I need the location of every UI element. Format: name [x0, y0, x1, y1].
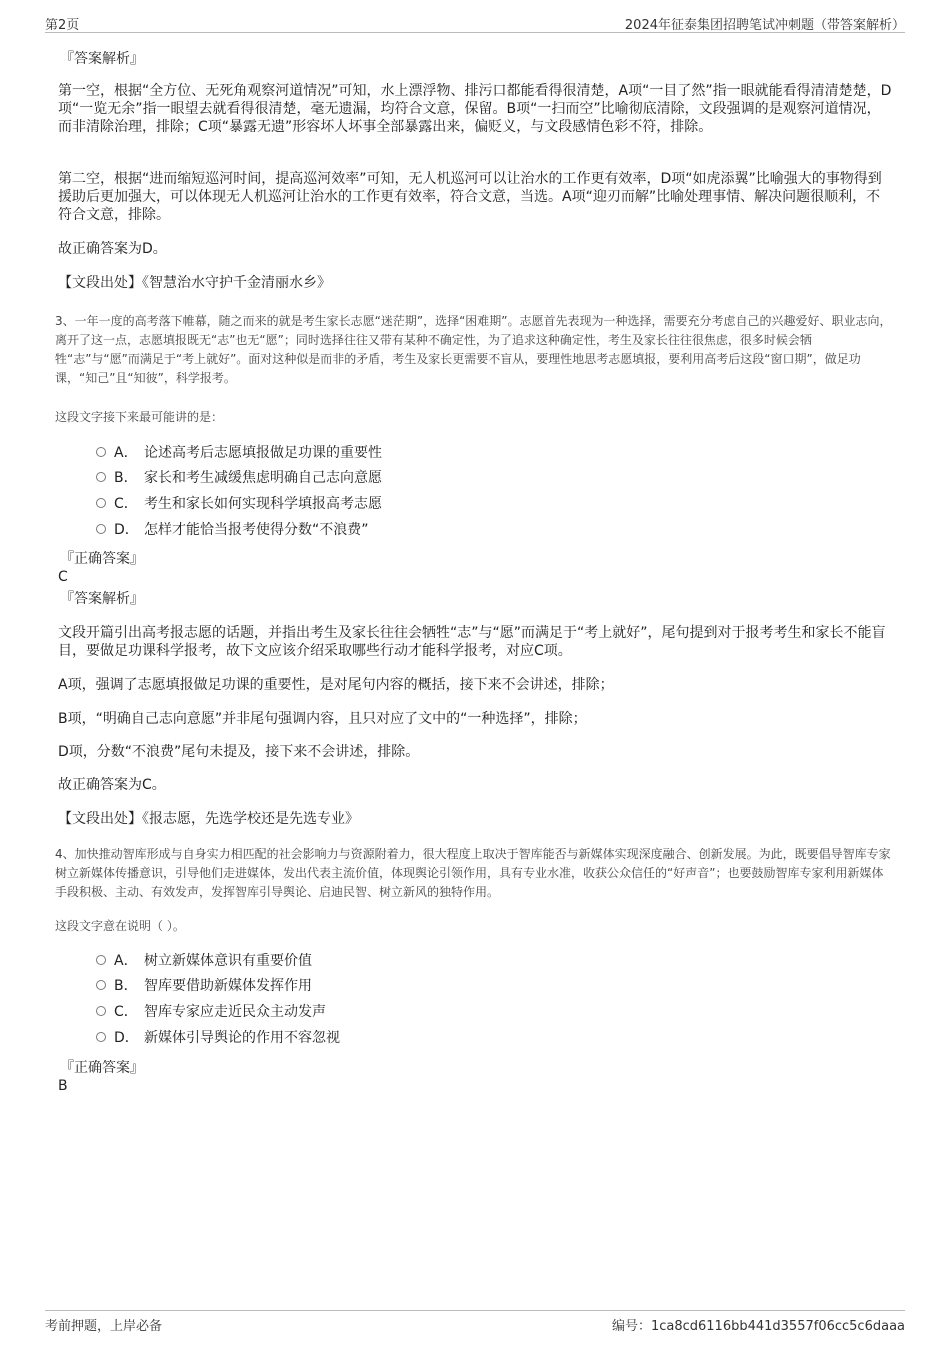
q4-answer-label: 『正确答案』: [60, 1060, 144, 1076]
radio-icon[interactable]: [96, 1006, 106, 1016]
q3-option-a[interactable]: A． 论述高考后志愿填报做足功课的重要性: [96, 443, 382, 463]
q3-analysis-label: 『答案解析』: [60, 591, 144, 607]
q4-question: 这段文字意在说明（ ）。: [55, 919, 185, 933]
q3-option-d[interactable]: D． 怎样才能恰当报考使得分数“不浪费”: [96, 520, 369, 540]
page-footer: [45, 1310, 905, 1333]
q3-analysis-paragraph-4: D项，分数“不浪费”尾句未提及，接下来不会讲述，排除。: [58, 744, 420, 760]
q2-analysis-paragraph-1: 第一空，根据“全方位、无死角观察河道情况”可知，水上漂浮物、排污口都能看得很清楚，A项“一目了然”指一眼就能看得清清楚楚，D项“一览无余”指一眼望去就看得很清楚，毫无遗漏，均符合文意，保留。B项“一扫而空”比喻彻底清除，文段强调的是观察河道情况，而非清除治理，排除；C项“暴露无遗”形容坏人坏事全部暴露出来，偏贬义，与文段感情色彩不符，排除。: [58, 83, 892, 135]
radio-icon[interactable]: [96, 447, 106, 457]
document-title: 2024年征泰集团招聘笔试冲刺题（带答案解析）: [624, 18, 905, 33]
q3-source: 【文段出处】《报志愿，先选学校还是先选专业》: [58, 811, 359, 827]
q2-analysis-paragraph-2: 第二空，根据“进而缩短巡河时间，提高巡河效率”可知，无人机巡河可以让治水的工作更有效率，D项“如虎添翼”比喻强大的事物得到援助后更加强大，可以体现无人机巡河让治水的工作更有效率，符合文意，当选。A项“迎刃而解”比喻处理事情、解决问题很顺利，不符合文意，排除。: [58, 171, 882, 223]
q4-answer: B: [58, 1078, 68, 1094]
radio-icon[interactable]: [96, 498, 106, 508]
q4-option-b[interactable]: B． 智库要借助新媒体发挥作用: [96, 976, 312, 996]
page-number: 第2页: [45, 18, 80, 33]
q4-option-c[interactable]: C． 智库专家应走近民众主动发声: [96, 1002, 326, 1022]
q3-question: 这段文字接下来最可能讲的是：: [55, 410, 224, 424]
radio-icon[interactable]: [96, 472, 106, 482]
q3-analysis-paragraph-3: B项，“明确自己志向意愿”并非尾句强调内容，且只对应了文中的“一种选择”，排除；: [58, 711, 587, 727]
q4-passage: 4、加快推动智库形成与自身实力相匹配的社会影响力与资源附着力，很大程度上取决于智库能否与新媒体实现深度融合、创新发展。为此，既要倡导智库专家树立新媒体传播意识，引导他们走进媒体，发出代表主流价值，体现舆论引领作用，具有专业水准，收获公众信任的“好声音”；也要鼓励智库专家利用新媒体手段积极、主动、有效发声，发挥智库引导舆论、启迪民智、树立新风的独特作用。: [55, 847, 891, 899]
q3-answer: C: [58, 569, 68, 585]
q3-conclusion: 故正确答案为C。: [58, 777, 166, 793]
q3-analysis-paragraph-1: 文段开篇引出高考报志愿的话题，并指出考生及家长往往会牺牲“志”与“愿”而满足于“考上就好”，尾句提到对于报考考生和家长不能盲目，要做足功课科学报考，故下文应该介绍采取哪些行动才能科学报考，对应C项。: [58, 625, 886, 659]
q4-option-d[interactable]: D． 新媒体引导舆论的作用不容忽视: [96, 1028, 340, 1048]
document-id: 编号：1ca8cd6116bb441d3557f06cc5c6daaa: [611, 1319, 905, 1334]
q3-analysis-paragraph-2: A项，强调了志愿填报做足功课的重要性，是对尾句内容的概括，接下来不会讲述，排除；: [58, 677, 614, 693]
q2-source: 【文段出处】《智慧治水守护千金清丽水乡》: [58, 275, 331, 291]
q3-passage: 3、一年一度的高考落下帷幕，随之而来的就是考生家长志愿“迷茫期”，选择“困难期”。志愿首先表现为一种选择，需要充分考虑自己的兴趣爱好、职业志向，离开了这一点，志愿填报既无“志”也无“愿”；同时选择往往又带有某种不确定性，为了追求这种确定性，考生及家长往往很焦虑，很多时候会牺牲“志”与“愿”而满足于“考上就好”。面对这种似是而非的矛盾，考生及家长更需要不盲从，要理性地思考志愿填报，要利用高考后这段“窗口期”，做足功课，“知己”且“知彼”，科学报考。: [55, 314, 892, 385]
radio-icon[interactable]: [96, 524, 106, 534]
q2-conclusion: 故正确答案为D。: [58, 241, 167, 257]
radio-icon[interactable]: [96, 980, 106, 990]
q3-answer-label: 『正确答案』: [60, 551, 144, 567]
q4-option-a[interactable]: A． 树立新媒体意识有重要价值: [96, 951, 312, 971]
page-header: [45, 12, 905, 33]
q3-option-b[interactable]: B． 家长和考生减缓焦虑明确自己志向意愿: [96, 468, 382, 488]
radio-icon[interactable]: [96, 1032, 106, 1042]
radio-icon[interactable]: [96, 955, 106, 965]
q2-analysis-label: 『答案解析』: [60, 51, 144, 67]
footer-slogan: 考前押题，上岸必备: [45, 1319, 163, 1334]
q3-option-c[interactable]: C． 考生和家长如何实现科学填报高考志愿: [96, 494, 382, 514]
